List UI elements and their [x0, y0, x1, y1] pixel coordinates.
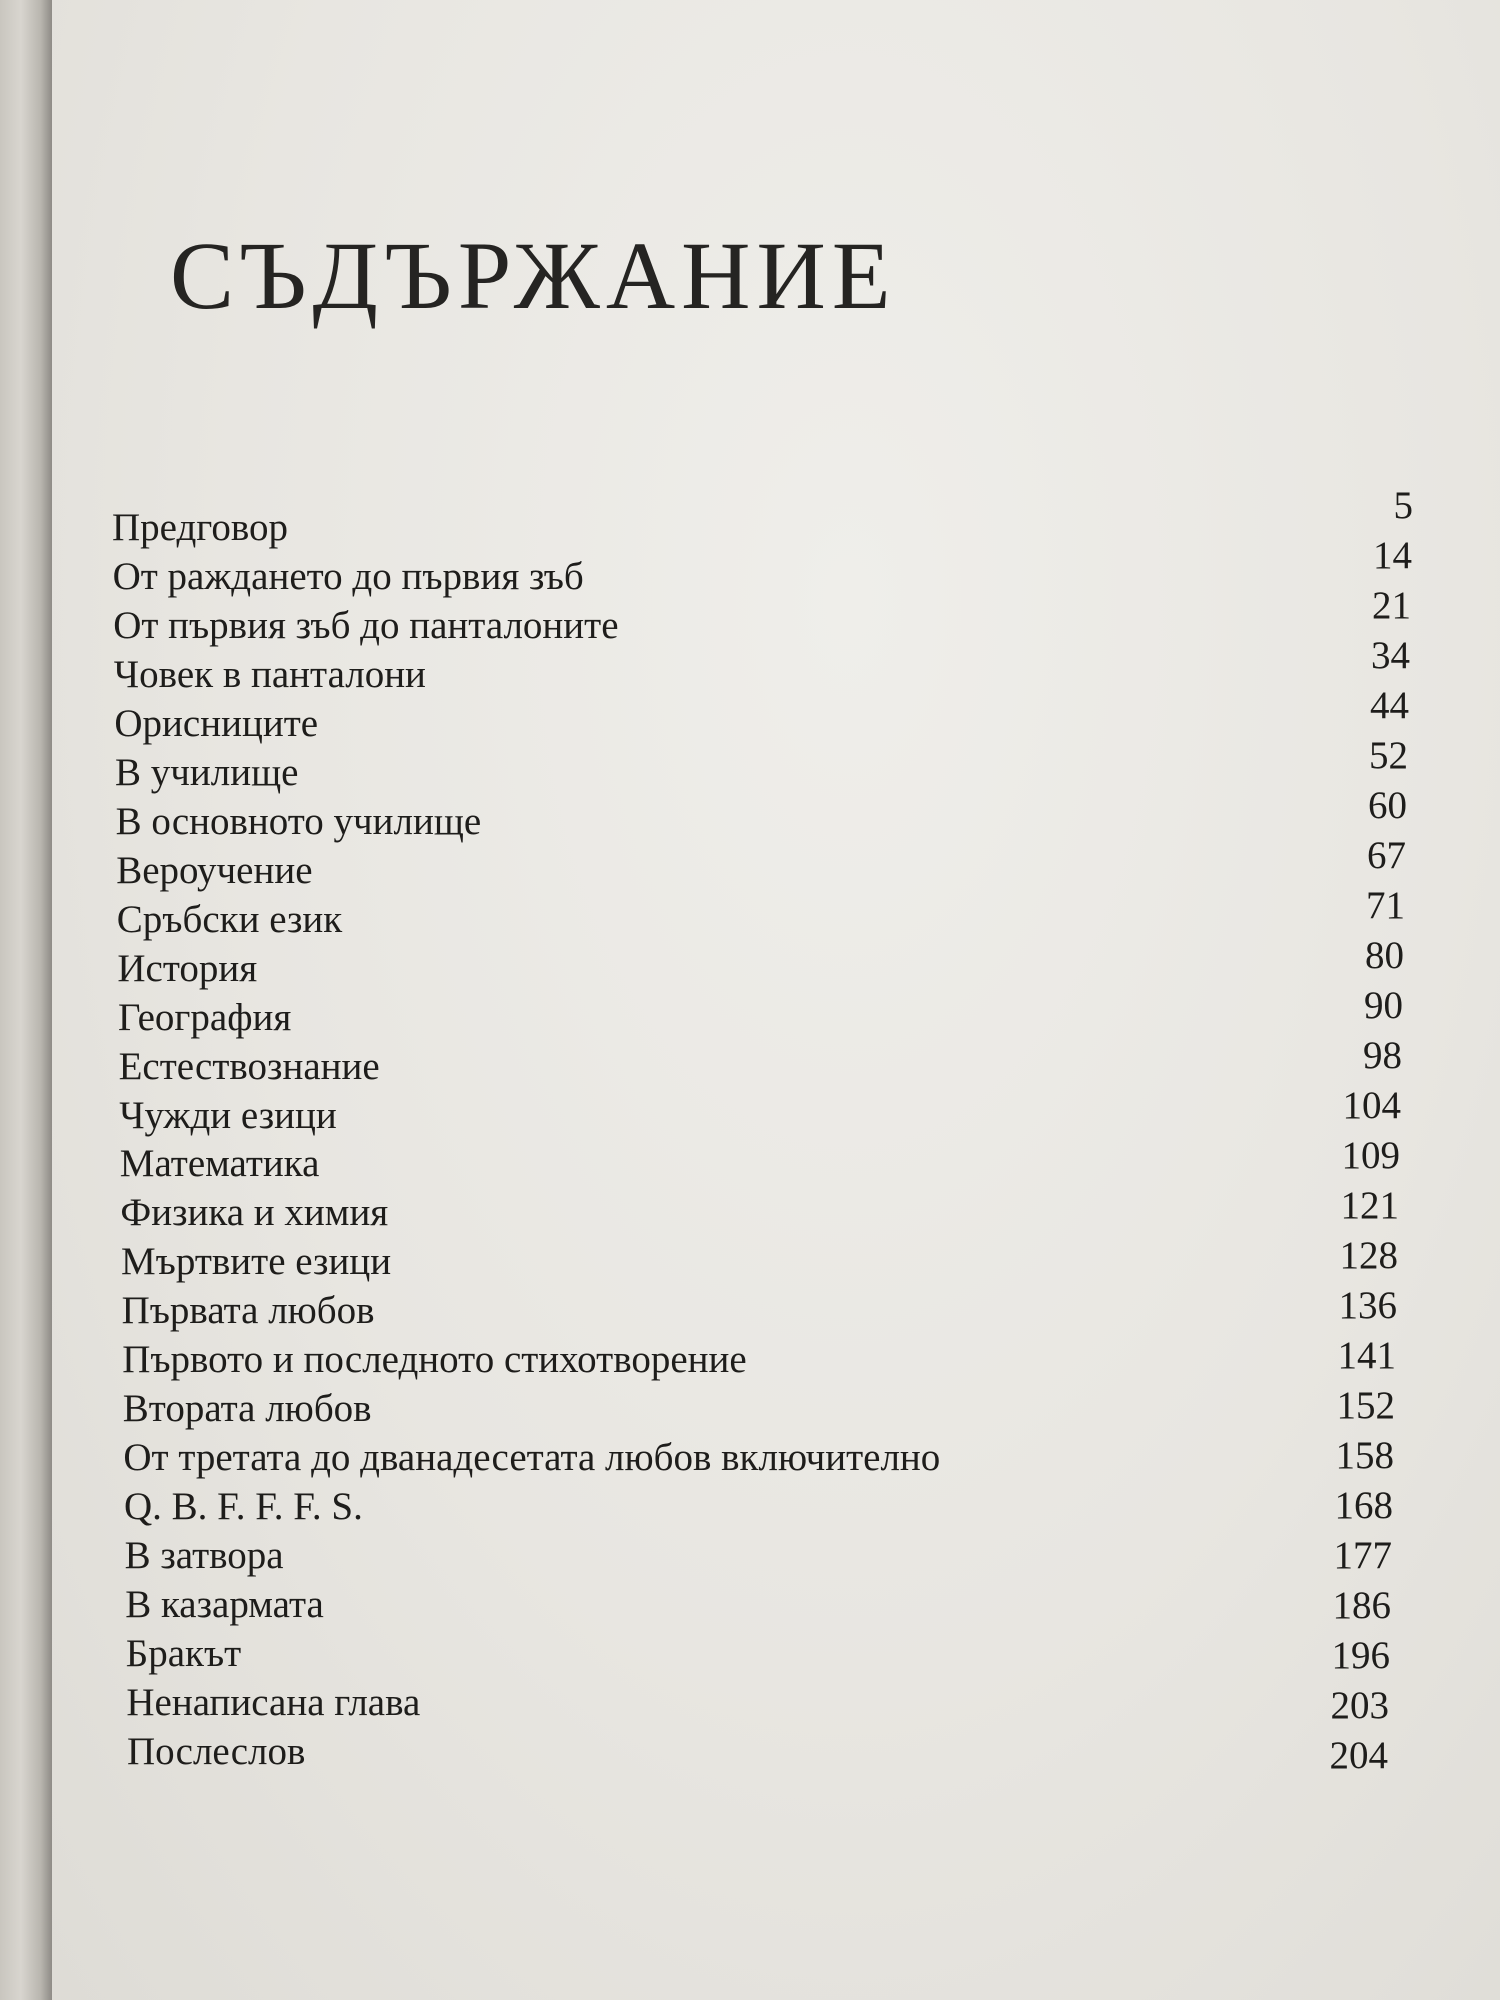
- toc-page-number: 67: [1367, 834, 1406, 877]
- toc-page-number: 71: [1366, 884, 1405, 927]
- toc-page-number: 152: [1336, 1384, 1395, 1427]
- toc-chapter-title: Чужди езици: [119, 1093, 337, 1137]
- toc-chapter-title: Първото и последното стихотворение: [122, 1338, 747, 1382]
- toc-page-number: 177: [1333, 1534, 1392, 1577]
- toc-page-number: 98: [1363, 1034, 1402, 1077]
- toc-chapter-title: История: [117, 946, 258, 990]
- toc-page-number: 128: [1339, 1234, 1398, 1277]
- toc-page-number: 90: [1364, 984, 1403, 1027]
- toc-page-number: 141: [1337, 1334, 1396, 1377]
- toc-chapter-title: Послеслов: [127, 1730, 306, 1773]
- toc-chapter-title: Вероучение: [116, 848, 313, 892]
- toc-page-number: 14: [1373, 534, 1412, 577]
- toc-page-number: 204: [1329, 1734, 1388, 1777]
- toc-chapter-title: От първия зъб до панталоните: [113, 603, 619, 647]
- toc-page-number: 104: [1342, 1084, 1401, 1127]
- toc-page-number: 80: [1365, 934, 1404, 977]
- toc-chapter-title: Човек в панталони: [113, 652, 426, 696]
- toc-chapter-title: Физика и химия: [120, 1191, 389, 1235]
- toc-chapter-title: В затвора: [124, 1534, 284, 1578]
- toc-chapter-title: В училище: [115, 750, 299, 794]
- toc-chapter-title: Сръбски език: [116, 897, 343, 941]
- toc-page-number: 60: [1368, 784, 1407, 827]
- toc-chapter-title: В основното училище: [115, 799, 482, 843]
- toc-page-number: 52: [1369, 734, 1408, 777]
- toc-chapter-title: В казармата: [125, 1583, 324, 1627]
- toc-page-number: 203: [1330, 1684, 1389, 1727]
- toc-chapter-title: Бракът: [125, 1632, 242, 1676]
- toc-page-number: 168: [1334, 1484, 1393, 1527]
- toc-page-number: 34: [1371, 634, 1410, 677]
- toc-page-number: 158: [1335, 1434, 1394, 1477]
- toc-chapter-title: Втората любов: [122, 1387, 372, 1431]
- toc-chapter-title: Ненаписана глава: [126, 1681, 421, 1725]
- toc-page-number: 121: [1340, 1184, 1399, 1227]
- toc-page-number: 44: [1370, 684, 1409, 727]
- toc-chapter-title: Математика: [119, 1142, 320, 1186]
- toc-page-number: 21: [1372, 584, 1411, 627]
- toc-chapter-title: Естествознание: [118, 1044, 380, 1088]
- toc-chapter-title: От раждането до първия зъб: [112, 554, 584, 598]
- toc-page-number: 136: [1338, 1284, 1397, 1327]
- toc-chapter-title: От третата до дванадесетата любов включително: [123, 1436, 941, 1480]
- toc-page-number: 109: [1341, 1134, 1400, 1177]
- toc-page-number: 5: [1393, 484, 1413, 527]
- toc-chapter-title: Предговор: [112, 506, 288, 549]
- toc-chapter-title: Първата любов: [121, 1289, 375, 1333]
- toc-chapter-title: География: [118, 995, 292, 1039]
- toc-page-number: 186: [1332, 1584, 1391, 1627]
- toc-page-number: 196: [1331, 1634, 1390, 1677]
- toc-chapter-title: Мъртвите езици: [121, 1240, 392, 1284]
- toc-chapter-title: Орисниците: [114, 701, 319, 745]
- page-title: СЪДЪРЖАНИЕ: [170, 222, 897, 329]
- toc-chapter-title: Q. B. F. F. F. S.: [124, 1485, 363, 1529]
